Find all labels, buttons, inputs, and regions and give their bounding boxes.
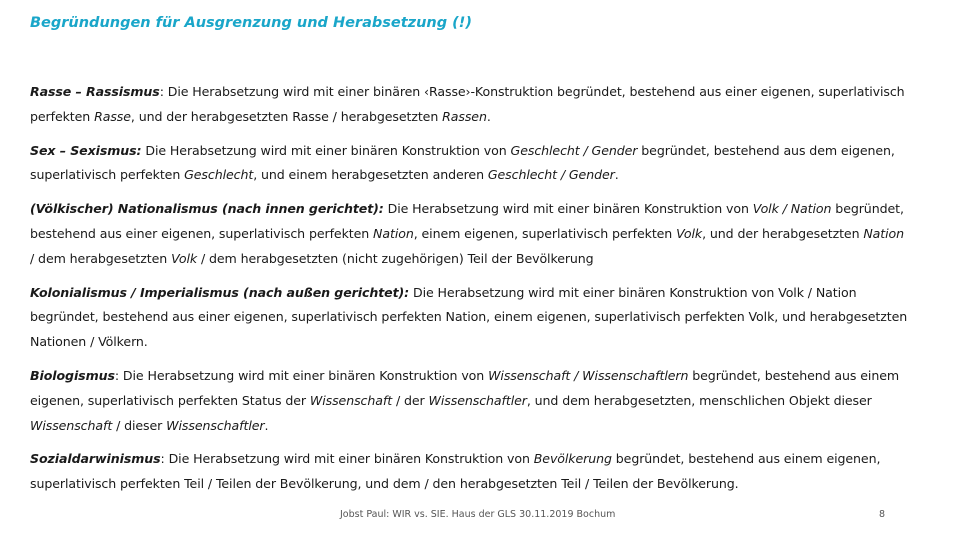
paragraph (30, 447, 910, 497)
paragraph (30, 80, 910, 130)
paragraph-text: Wissenschaft / Wissenschaftlern (488, 367, 689, 383)
paragraph-text: Bevölkerung (533, 451, 612, 467)
paragraph (30, 281, 910, 355)
paragraph-text: begründet, bestehend aus einem eigenen, superlativisch perfekten Status der (30, 367, 900, 408)
footer-text: Jobst Paul: WIR vs. SIE. Haus der GLS 30.11.2019 Bochum (340, 509, 616, 520)
paragraph-text: Volk (676, 225, 703, 241)
paragraph-text: : Die Herabsetzung wird mit einer binären Konstruktion von (160, 451, 534, 467)
paragraph-text: Volk (171, 250, 198, 266)
paragraph-text: / der (392, 392, 429, 408)
paragraph-text: . (614, 167, 619, 183)
paragraph-text: Die Herabsetzung wird mit einer binären Konstruktion von (141, 142, 511, 158)
paragraph-text: , einem eigenen, superlativisch perfekten (413, 225, 677, 241)
paragraph-text: begründet, bestehend aus einer eigenen, superlativisch perfekten (30, 201, 904, 241)
paragraph-text: : Die Herabsetzung wird mit einer binären ‹Rasse›-Konstruktion begründet, bestehend aus einer eigenen, superlativisch perfekten (30, 84, 905, 124)
page-number: 8 (879, 509, 886, 520)
paragraph-text: begründet, bestehend aus dem eigenen, superlativisch perfekten (30, 142, 895, 183)
paragraph-text: Rassen (442, 108, 487, 124)
paragraph-text: begründet, bestehend aus einem eigenen, superlativisch perfekten Teil / Teilen der Bevölkerung, und dem / den herabgesetzten Teil / Teilen der Bevölkerung. (30, 451, 881, 492)
paragraph-term: Sozialdarwinismus (30, 451, 161, 467)
paragraph-text: Nation (373, 225, 414, 241)
paragraph-text: , und dem herabgesetzten, menschlichen Objekt dieser (526, 392, 872, 408)
paragraph-text: : Die Herabsetzung wird mit einer binären Konstruktion von (114, 367, 489, 383)
paragraph-text: , und der herabgesetzten (702, 225, 864, 241)
paragraph-text: , und der herabgesetzten Rasse / herabgesetzten (130, 108, 443, 124)
paragraph-text: Wissenschaft (30, 417, 113, 433)
paragraph-text: Die Herabsetzung wird mit einer binären Konstruktion von Volk / Nation begründet, bestehend aus einer eigenen, superlativisch perfekten Nation, einem eigenen, superlativisch perfekten Volk, und herabgesetzten Nationen / Völkern. (30, 284, 908, 350)
paragraph-text: Rasse (94, 108, 131, 124)
paragraph-term: Rasse – Rassismus (30, 84, 160, 99)
paragraph-text: Geschlecht / Gender (487, 167, 615, 183)
paragraph-term: (Völkischer) Nationalismus (nach innen gerichtet): (30, 201, 384, 217)
paragraph (30, 197, 910, 271)
paragraph-text: Die Herabsetzung wird mit einer binären Konstruktion von (383, 201, 753, 217)
paragraph-text: , und einem herabgesetzten anderen (253, 167, 488, 183)
paragraph-text: / dem herabgesetzten (30, 250, 172, 266)
slide-body (30, 80, 910, 506)
paragraph-term: Sex – Sexismus: (30, 142, 142, 158)
paragraph-text: . (486, 108, 491, 124)
paragraph-text: Geschlecht / Gender (510, 142, 638, 158)
paragraph-text: / dem herabgesetzten (nicht zugehörigen) Teil der Bevölkerung (197, 250, 594, 266)
paragraph (30, 139, 910, 189)
slide-title: Begründungen für Ausgrenzung und Herabsetzung (!) (30, 15, 473, 31)
paragraph-text: Volk / Nation (752, 201, 832, 217)
paragraph-text: Wissenschaft (309, 392, 393, 408)
paragraph (30, 364, 910, 438)
paragraph-text: Wissenschaftler (428, 392, 527, 408)
paragraph-text: / dieser (112, 417, 167, 433)
paragraph-text: . (264, 417, 269, 433)
paragraph-text: Wissenschaftler (166, 417, 265, 433)
paragraph-term: Kolonialismus / Imperialismus (nach außen gerichtet): (30, 284, 410, 300)
paragraph-text: Nation (863, 225, 905, 241)
paragraph-term: Biologismus (30, 367, 115, 383)
paragraph-text: Geschlecht (184, 167, 254, 183)
